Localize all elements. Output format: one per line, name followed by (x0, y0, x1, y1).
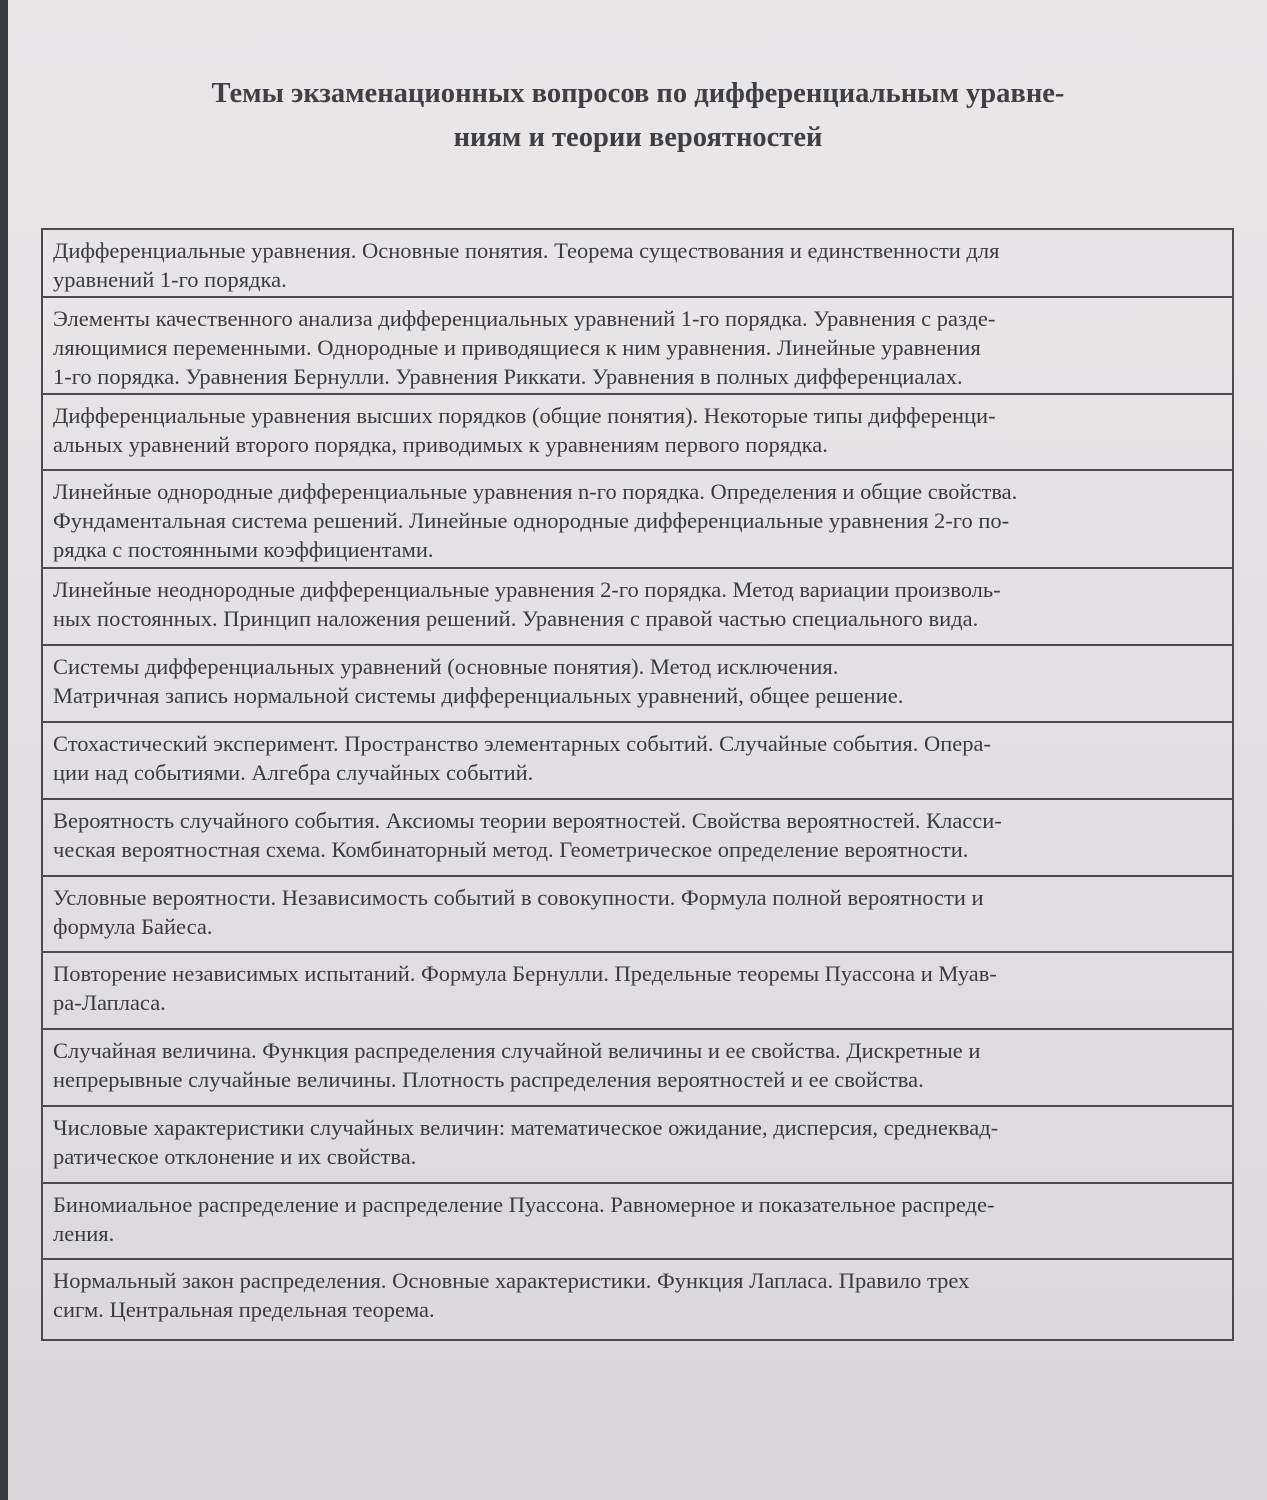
topic-text-line: Нормальный закон распределения. Основные характеристики. Функция Лапласа. Правило трех (53, 1268, 970, 1293)
topic-text-line: ческая вероятностная схема. Комбинаторный метод. Геометрическое определение вероятности. (53, 837, 969, 862)
topic-text-line: Стохастический эксперимент. Пространство элементарных событий. Случайные события. Опера- (53, 731, 992, 756)
topic-text-line: 1-го порядка. Уравнения Бернулли. Уравнения Риккати. Уравнения в полных дифференциалах. (53, 364, 963, 389)
topic-row (43, 723, 1232, 800)
topic-row (43, 230, 1232, 298)
topic-text-line: Фундаментальная система решений. Линейные однородные дифференциальные уравнения 2-го по- (53, 508, 1010, 533)
topic-text-line: ления. (53, 1221, 115, 1246)
topic-text-line: ратическое отклонение и их свойства. (53, 1144, 417, 1169)
topic-text-line: Элементы качественного анализа дифференциальных уравнений 1-го порядка. Уравнения с разде- (53, 306, 996, 331)
topic-text-line: непрерывные случайные величины. Плотность распределения вероятностей и ее свойства. (53, 1067, 924, 1092)
topic-text-line: формула Байеса. (53, 914, 213, 939)
topic-text-line: рядка с постоянными коэффициентами. (53, 537, 434, 562)
topics-table (41, 228, 1234, 1341)
topic-text-line: альных уравнений второго порядка, приводимых к уравнениям первого порядка. (53, 432, 828, 457)
topic-row (43, 646, 1232, 723)
topic-text-line: Числовые характеристики случайных величин: математическое ожидание, дисперсия, среднеквад- (53, 1115, 999, 1140)
topic-row (43, 1184, 1232, 1260)
topic-text-line: Матричная запись нормальной системы дифференциальных уравнений, общее решение. (53, 683, 904, 708)
topic-text-line: Повторение независимых испытаний. Формула Бернулли. Предельные теоремы Пуассона и Муав- (53, 961, 997, 986)
topic-text-line: ра-Лапласа. (53, 990, 166, 1015)
topic-text-line: Линейные неоднородные дифференциальные уравнения 2-го порядка. Метод вариации произволь- (53, 577, 1001, 602)
title-line-2: ниям и теории вероятностей (453, 122, 823, 153)
topic-row (43, 395, 1232, 471)
topic-row (43, 800, 1232, 877)
topic-row (43, 471, 1232, 569)
topic-row (43, 1030, 1232, 1107)
topic-text-line: ции над событиями. Алгебра случайных событий. (53, 760, 534, 785)
topic-text-line: Дифференциальные уравнения. Основные понятия. Теорема существования и единственности для (53, 238, 1000, 263)
topic-row (43, 569, 1232, 646)
paper-sheet (8, 0, 1267, 1500)
topic-text-line: ных постоянных. Принцип наложения решений. Уравнения с правой частью специального вида. (53, 606, 979, 631)
title-line-1: Темы экзаменационных вопросов по дифференциальным уравне- (211, 78, 1065, 109)
topic-text-line: Вероятность случайного события. Аксиомы теории вероятностей. Свойства вероятностей. Класси- (53, 808, 1002, 833)
topic-text-line: Системы дифференциальных уравнений (основные понятия). Метод исключения. (53, 654, 839, 679)
topic-row (43, 1260, 1232, 1339)
topic-text-line: Условные вероятности. Независимость событий в совокупности. Формула полной вероятности и (53, 885, 984, 910)
topic-row (43, 953, 1232, 1030)
topic-text-line: Случайная величина. Функция распределения случайной величины и ее свойства. Дискретные и (53, 1038, 981, 1063)
topic-text-line: ляющимися переменными. Однородные и приводящиеся к ним уравнения. Линейные уравнения (53, 335, 981, 360)
topic-row (43, 1107, 1232, 1184)
topic-row (43, 298, 1232, 395)
topic-text-line: Биномиальное распределение и распределение Пуассона. Равномерное и показательное распреде- (53, 1192, 995, 1217)
topic-row (43, 877, 1232, 953)
topic-text-line: Дифференциальные уравнения высших порядков (общие понятия). Некоторые типы дифференци- (53, 403, 996, 428)
topic-text-line: сигм. Центральная предельная теорема. (53, 1297, 435, 1322)
document-title (68, 72, 1208, 160)
topic-text-line: Линейные однородные дифференциальные уравнения n-го порядка. Определения и общие свойства. (53, 479, 1018, 504)
topic-text-line: уравнений 1-го порядка. (53, 267, 287, 292)
